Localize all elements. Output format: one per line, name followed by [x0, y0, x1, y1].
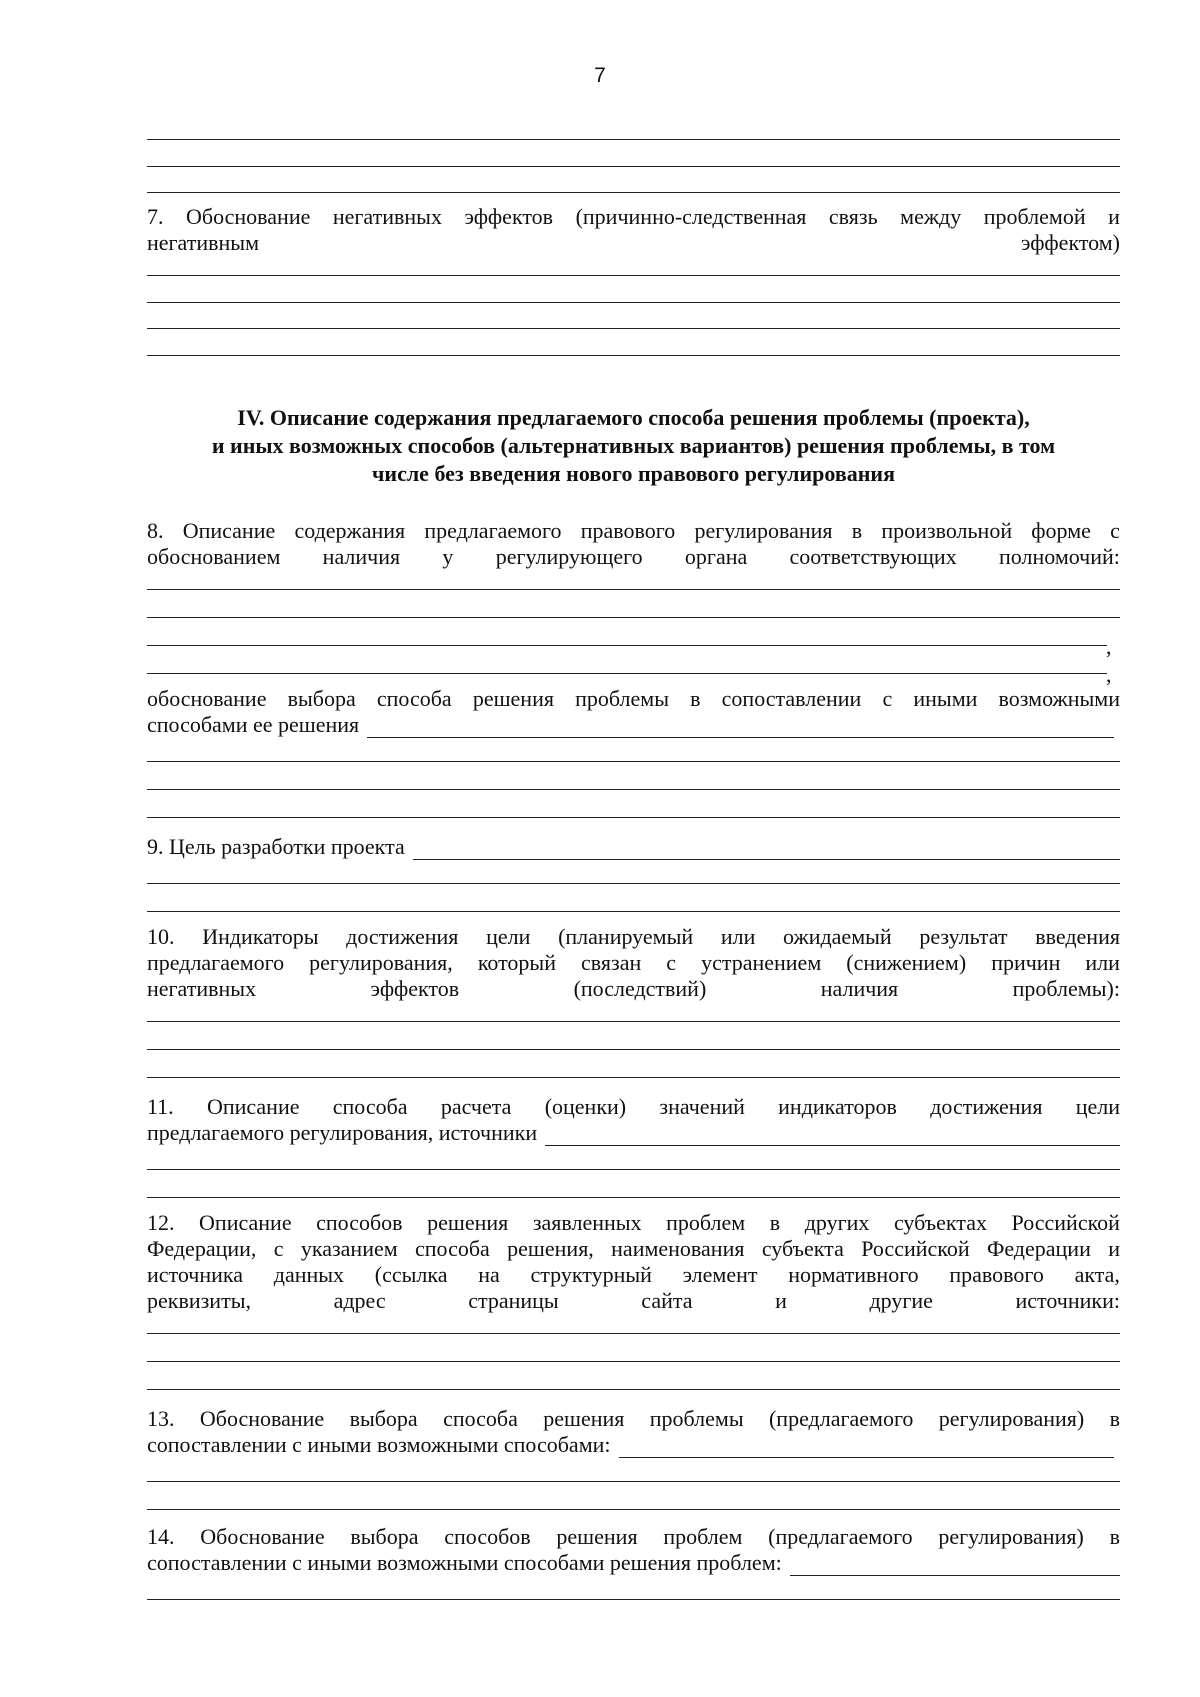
word: (оценки) — [544, 1094, 627, 1119]
section-heading-line1: IV. Описание содержания предлагаемого способа решения проблемы (проекта), — [237, 405, 1030, 430]
blank-line — [147, 328, 1120, 329]
word: правового — [949, 1262, 1044, 1287]
word: источники: — [1015, 1288, 1120, 1313]
word: и — [1108, 1236, 1120, 1261]
word: введения — [1035, 924, 1120, 949]
item13-line1 — [147, 1406, 1120, 1432]
blank-line — [147, 673, 1107, 674]
word: негативных — [332, 204, 442, 229]
word: решения — [543, 1406, 625, 1431]
word: Обоснование — [186, 204, 311, 229]
word: (предлагаемого — [768, 1406, 914, 1431]
word: 13. — [147, 1406, 175, 1431]
word: 8. — [147, 518, 164, 543]
word: заявленных — [532, 1210, 642, 1235]
word: полномочий: — [999, 544, 1120, 569]
blank-line — [147, 1389, 1120, 1390]
word: проблем — [666, 1210, 746, 1235]
item12-line4 — [147, 1288, 1120, 1314]
word: причин — [991, 950, 1061, 975]
item10-line2 — [147, 950, 1120, 976]
blank-line — [147, 355, 1120, 356]
blank-line — [147, 789, 1120, 790]
blank-line — [147, 1481, 1120, 1482]
word: обоснование — [147, 686, 267, 711]
word: 12. — [147, 1210, 175, 1235]
trailing-comma: , — [1106, 634, 1112, 659]
item8-line3 — [147, 686, 1120, 712]
word: достижения — [346, 924, 459, 949]
item12-line2 — [147, 1236, 1120, 1262]
word: способа — [376, 686, 452, 711]
word: Федерации, — [147, 1236, 257, 1261]
word: у — [442, 544, 454, 569]
word: субъектах — [893, 1210, 987, 1235]
item9-line1-text: 9. Цель разработки проекта — [147, 834, 405, 859]
word: с — [882, 686, 893, 711]
word: выбора — [350, 1524, 419, 1549]
word: Российской — [861, 1236, 970, 1261]
word: и — [775, 1288, 787, 1313]
item11-line2-text: предлагаемого регулирования, источники — [147, 1120, 538, 1145]
word: сайта — [641, 1288, 693, 1313]
word: способа — [443, 1406, 518, 1431]
word: способа — [415, 1236, 490, 1261]
word: субъекта — [761, 1236, 844, 1261]
word: решения — [427, 1210, 509, 1235]
word: предлагаемого — [424, 518, 562, 543]
word: источника — [147, 1262, 244, 1287]
word: возможными — [998, 686, 1120, 711]
word: эффектов — [464, 204, 554, 229]
word: ожидаемый — [783, 924, 892, 949]
word: (ссылка — [374, 1262, 448, 1287]
blank-line — [147, 1049, 1120, 1050]
word: 14. — [147, 1524, 175, 1549]
word: произвольной — [881, 518, 1013, 543]
item8-line4-text: способами ее решения — [147, 712, 360, 737]
blank-line — [147, 166, 1120, 167]
item11-line1 — [147, 1094, 1120, 1120]
word: (последствий) — [573, 976, 707, 1001]
item14-line1 — [147, 1524, 1120, 1550]
word: (снижением) — [846, 950, 967, 975]
word: Федерации — [986, 1236, 1091, 1261]
blank-line — [147, 761, 1120, 762]
blank-line — [147, 1169, 1120, 1170]
word: способов — [444, 1524, 531, 1549]
item13-line2-text: сопоставлении с иными возможными способами: — [147, 1432, 611, 1457]
word: предлагаемого — [147, 950, 285, 975]
blank-line — [147, 302, 1120, 303]
item7-line1 — [147, 204, 1120, 230]
blank-line — [147, 617, 1120, 618]
word: в — [690, 686, 701, 711]
fill-line — [790, 1557, 1120, 1576]
word: регулирования) — [938, 1524, 1084, 1549]
item14-line2 — [147, 1550, 1120, 1576]
word: обоснованием — [147, 544, 281, 569]
trailing-comma: , — [1106, 662, 1112, 687]
blank-line — [147, 1361, 1120, 1362]
word: Российской — [1011, 1210, 1120, 1235]
word: страницы — [468, 1288, 559, 1313]
word: и — [1108, 204, 1120, 229]
item10-line3 — [147, 976, 1120, 1002]
word: эффектом) — [1020, 230, 1120, 255]
word: цели — [486, 924, 531, 949]
word: проблем — [663, 1524, 743, 1549]
word: связь — [828, 204, 878, 229]
word: в — [851, 518, 863, 543]
blank-line — [147, 1197, 1120, 1198]
word: с — [1110, 518, 1120, 543]
word: на — [478, 1262, 500, 1287]
word: данных — [273, 1262, 345, 1287]
word: 7. — [147, 204, 164, 229]
word: способов — [316, 1210, 403, 1235]
word: других — [804, 1210, 870, 1235]
blank-line — [147, 645, 1107, 646]
word: Обоснование — [200, 1524, 325, 1549]
word: который — [477, 950, 556, 975]
word: значений — [659, 1094, 745, 1119]
word: наличия — [322, 544, 401, 569]
blank-line — [147, 139, 1120, 140]
word: элемент — [682, 1262, 758, 1287]
item9-line1 — [147, 834, 1120, 860]
word: сопоставлении — [721, 686, 862, 711]
word: негативным — [147, 230, 260, 255]
item8-line1 — [147, 518, 1120, 544]
section-heading-line2: и иных возможных способов (альтернативных вариантов) решения проблемы, в том — [211, 433, 1056, 458]
blank-line — [147, 589, 1120, 590]
word: решения, — [507, 1236, 594, 1261]
item12-line1 — [147, 1210, 1120, 1236]
page-number: 7 — [594, 64, 606, 87]
word: 10. — [147, 924, 175, 949]
word: с — [273, 1236, 284, 1261]
word: соответствующих — [789, 544, 957, 569]
word: адрес — [333, 1288, 386, 1313]
word: результат — [919, 924, 1008, 949]
blank-line — [147, 192, 1120, 193]
word: в — [769, 1210, 781, 1235]
word: проблемы — [575, 686, 669, 711]
word: решения — [472, 686, 554, 711]
word: Описание — [182, 518, 276, 543]
word: устранением — [701, 950, 822, 975]
word: реквизиты, — [147, 1288, 251, 1313]
word: проблемы): — [1012, 976, 1120, 1001]
blank-line — [147, 883, 1120, 884]
word: индикаторов — [778, 1094, 897, 1119]
word: иными — [913, 686, 978, 711]
word: эффектов — [370, 976, 460, 1001]
word: наименования — [611, 1236, 745, 1261]
blank-line — [147, 1021, 1120, 1022]
blank-line — [147, 1599, 1120, 1600]
word: указанием — [300, 1236, 398, 1261]
word: выбора — [349, 1406, 418, 1431]
item7-line2 — [147, 230, 1120, 256]
word: Индикаторы — [202, 924, 319, 949]
word: с — [666, 950, 677, 975]
item8-line4 — [147, 712, 1114, 738]
word: или — [720, 924, 756, 949]
blank-line — [147, 275, 1120, 276]
word: негативных — [147, 976, 257, 1001]
word: 11. — [147, 1094, 174, 1119]
word: Обоснование — [199, 1406, 325, 1431]
word: или — [1085, 950, 1120, 975]
word: выбора — [287, 686, 356, 711]
fill-line — [619, 1439, 1114, 1458]
word: другие — [869, 1288, 933, 1313]
word: регулирования — [694, 518, 833, 543]
word: регулирующего — [495, 544, 643, 569]
item13-line2 — [147, 1432, 1114, 1458]
word: проблемой — [983, 204, 1086, 229]
word: Описание — [206, 1094, 300, 1119]
blank-line — [147, 817, 1120, 818]
word: цели — [1075, 1094, 1120, 1119]
word: нормативного — [788, 1262, 919, 1287]
fill-line — [545, 1127, 1120, 1146]
word: органа — [684, 544, 748, 569]
word: регулирования) — [938, 1406, 1085, 1431]
word: (предлагаемого — [768, 1524, 913, 1549]
word: регулирования, — [309, 950, 453, 975]
word: Описание — [199, 1210, 292, 1235]
word: наличия — [820, 976, 899, 1001]
item10-line1 — [147, 924, 1120, 950]
fill-line — [367, 719, 1114, 738]
word: правового — [580, 518, 676, 543]
word: (причинно-следственная — [575, 204, 807, 229]
word: в — [1109, 1406, 1120, 1431]
word: акта, — [1074, 1262, 1120, 1287]
blank-line — [147, 1509, 1120, 1510]
word: (планируемый — [558, 924, 694, 949]
word: содержания — [294, 518, 406, 543]
blank-line — [147, 1333, 1120, 1334]
blank-line — [147, 911, 1120, 912]
item11-line2 — [147, 1120, 1120, 1146]
word: решения — [556, 1524, 638, 1549]
word: связан — [581, 950, 642, 975]
word: расчета — [440, 1094, 512, 1119]
word: способа — [332, 1094, 408, 1119]
word: в — [1109, 1524, 1120, 1549]
word: проблемы — [649, 1406, 744, 1431]
item8-line2 — [147, 544, 1120, 570]
word: структурный — [530, 1262, 652, 1287]
item14-line2-text: сопоставлении с иными возможными способами решения проблем: — [147, 1550, 782, 1575]
word: достижения — [930, 1094, 1043, 1119]
word: форме — [1031, 518, 1091, 543]
fill-line — [413, 841, 1120, 860]
section-heading-line3: числе без введения нового правового регулирования — [371, 461, 895, 486]
word: между — [900, 204, 962, 229]
blank-line — [147, 1077, 1120, 1078]
item12-line3 — [147, 1262, 1120, 1288]
